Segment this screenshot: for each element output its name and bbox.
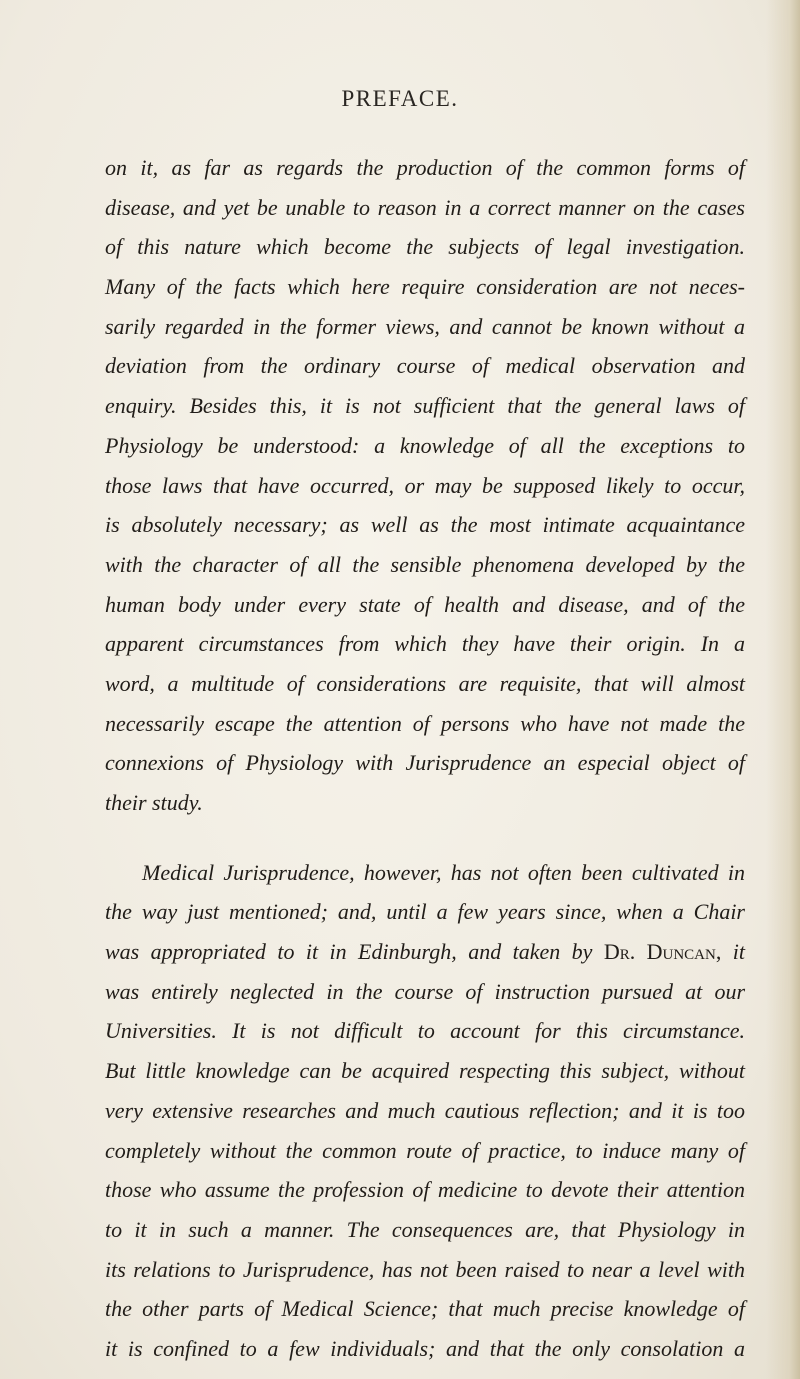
text-line-content: Medical Jurisprudence, however, has not often been cultivated in xyxy=(142,859,745,885)
text-line xyxy=(105,932,745,972)
running-head: PREFACE. xyxy=(341,86,459,111)
text-line: apparent circumstances from which they have their origin. In a xyxy=(105,631,745,657)
text-line: was entirely neglected in the course of instruction pursued at our xyxy=(105,978,745,1004)
text-line: with the character of all the sensible phenomena developed by the xyxy=(105,551,745,577)
text-line: very extensive researches and much cautious reflection; and it is too xyxy=(105,1097,745,1123)
paragraph-1 xyxy=(105,148,745,823)
text-line: those who assume the profession of medicine to devote their attention xyxy=(105,1177,745,1203)
page-edge-shadow xyxy=(766,0,800,1379)
text-line xyxy=(105,853,745,893)
text-line-content: was appropriated to it in Edinburgh, and taken by xyxy=(105,939,593,965)
text-line: the other parts of Medical Science; that much precise knowledge of xyxy=(105,1296,745,1322)
text-line: on it, as far as regards the production of the common forms of xyxy=(105,155,745,180)
text-line: to it in such a manner. The consequences are, that Physiology in xyxy=(105,1216,745,1242)
text-line: Physiology be understood: a knowledge of all the exceptions to xyxy=(105,432,745,458)
text-line: the way just mentioned; and, until a few years since, when a Chair xyxy=(105,899,745,925)
text-line: their study. xyxy=(105,790,203,815)
text-line: connexions of Physiology with Jurisprudence an especial object of xyxy=(105,750,745,776)
text-line: enquiry. Besides this, it is not sufficient that the general laws of xyxy=(105,393,745,419)
text-line: it is confined to a few individuals; and that the only consolation a xyxy=(105,1335,745,1361)
text-line: human body under every state of health and disease, and of the xyxy=(105,591,745,617)
text-line: Many of the facts which here require consideration are not neces- xyxy=(105,274,745,300)
text-line: But little knowledge can be acquired respecting this subject, without xyxy=(105,1058,745,1084)
text-line: sarily regarded in the former views, and cannot be known without a xyxy=(105,313,745,339)
text-line: those laws that have occurred, or may be supposed likely to occur, xyxy=(105,472,745,498)
body-text xyxy=(105,148,745,1369)
text-line: completely without the common route of practice, to induce many of xyxy=(105,1137,745,1163)
text-line: disease, and yet be unable to reason in a correct manner on the cases xyxy=(105,194,745,220)
person-name: Dr. Duncan, xyxy=(603,939,722,965)
text-line: necessarily escape the attention of persons who have not made the xyxy=(105,710,745,736)
text-line: deviation from the ordinary course of medical observation and xyxy=(105,353,745,379)
text-line: its relations to Jurisprudence, has not been raised to near a level with xyxy=(105,1256,745,1282)
text-line: of this nature which become the subjects of legal investigation. xyxy=(105,234,745,260)
text-line-content: it xyxy=(732,939,745,965)
text-line: Universities. It is not difficult to account for this circumstance. xyxy=(105,1018,745,1044)
text-line: word, a multitude of considerations are requisite, that will almost xyxy=(105,670,745,696)
paragraph-2 xyxy=(105,853,745,1369)
text-line: is absolutely necessary; as well as the most intimate acquaintance xyxy=(105,512,745,538)
